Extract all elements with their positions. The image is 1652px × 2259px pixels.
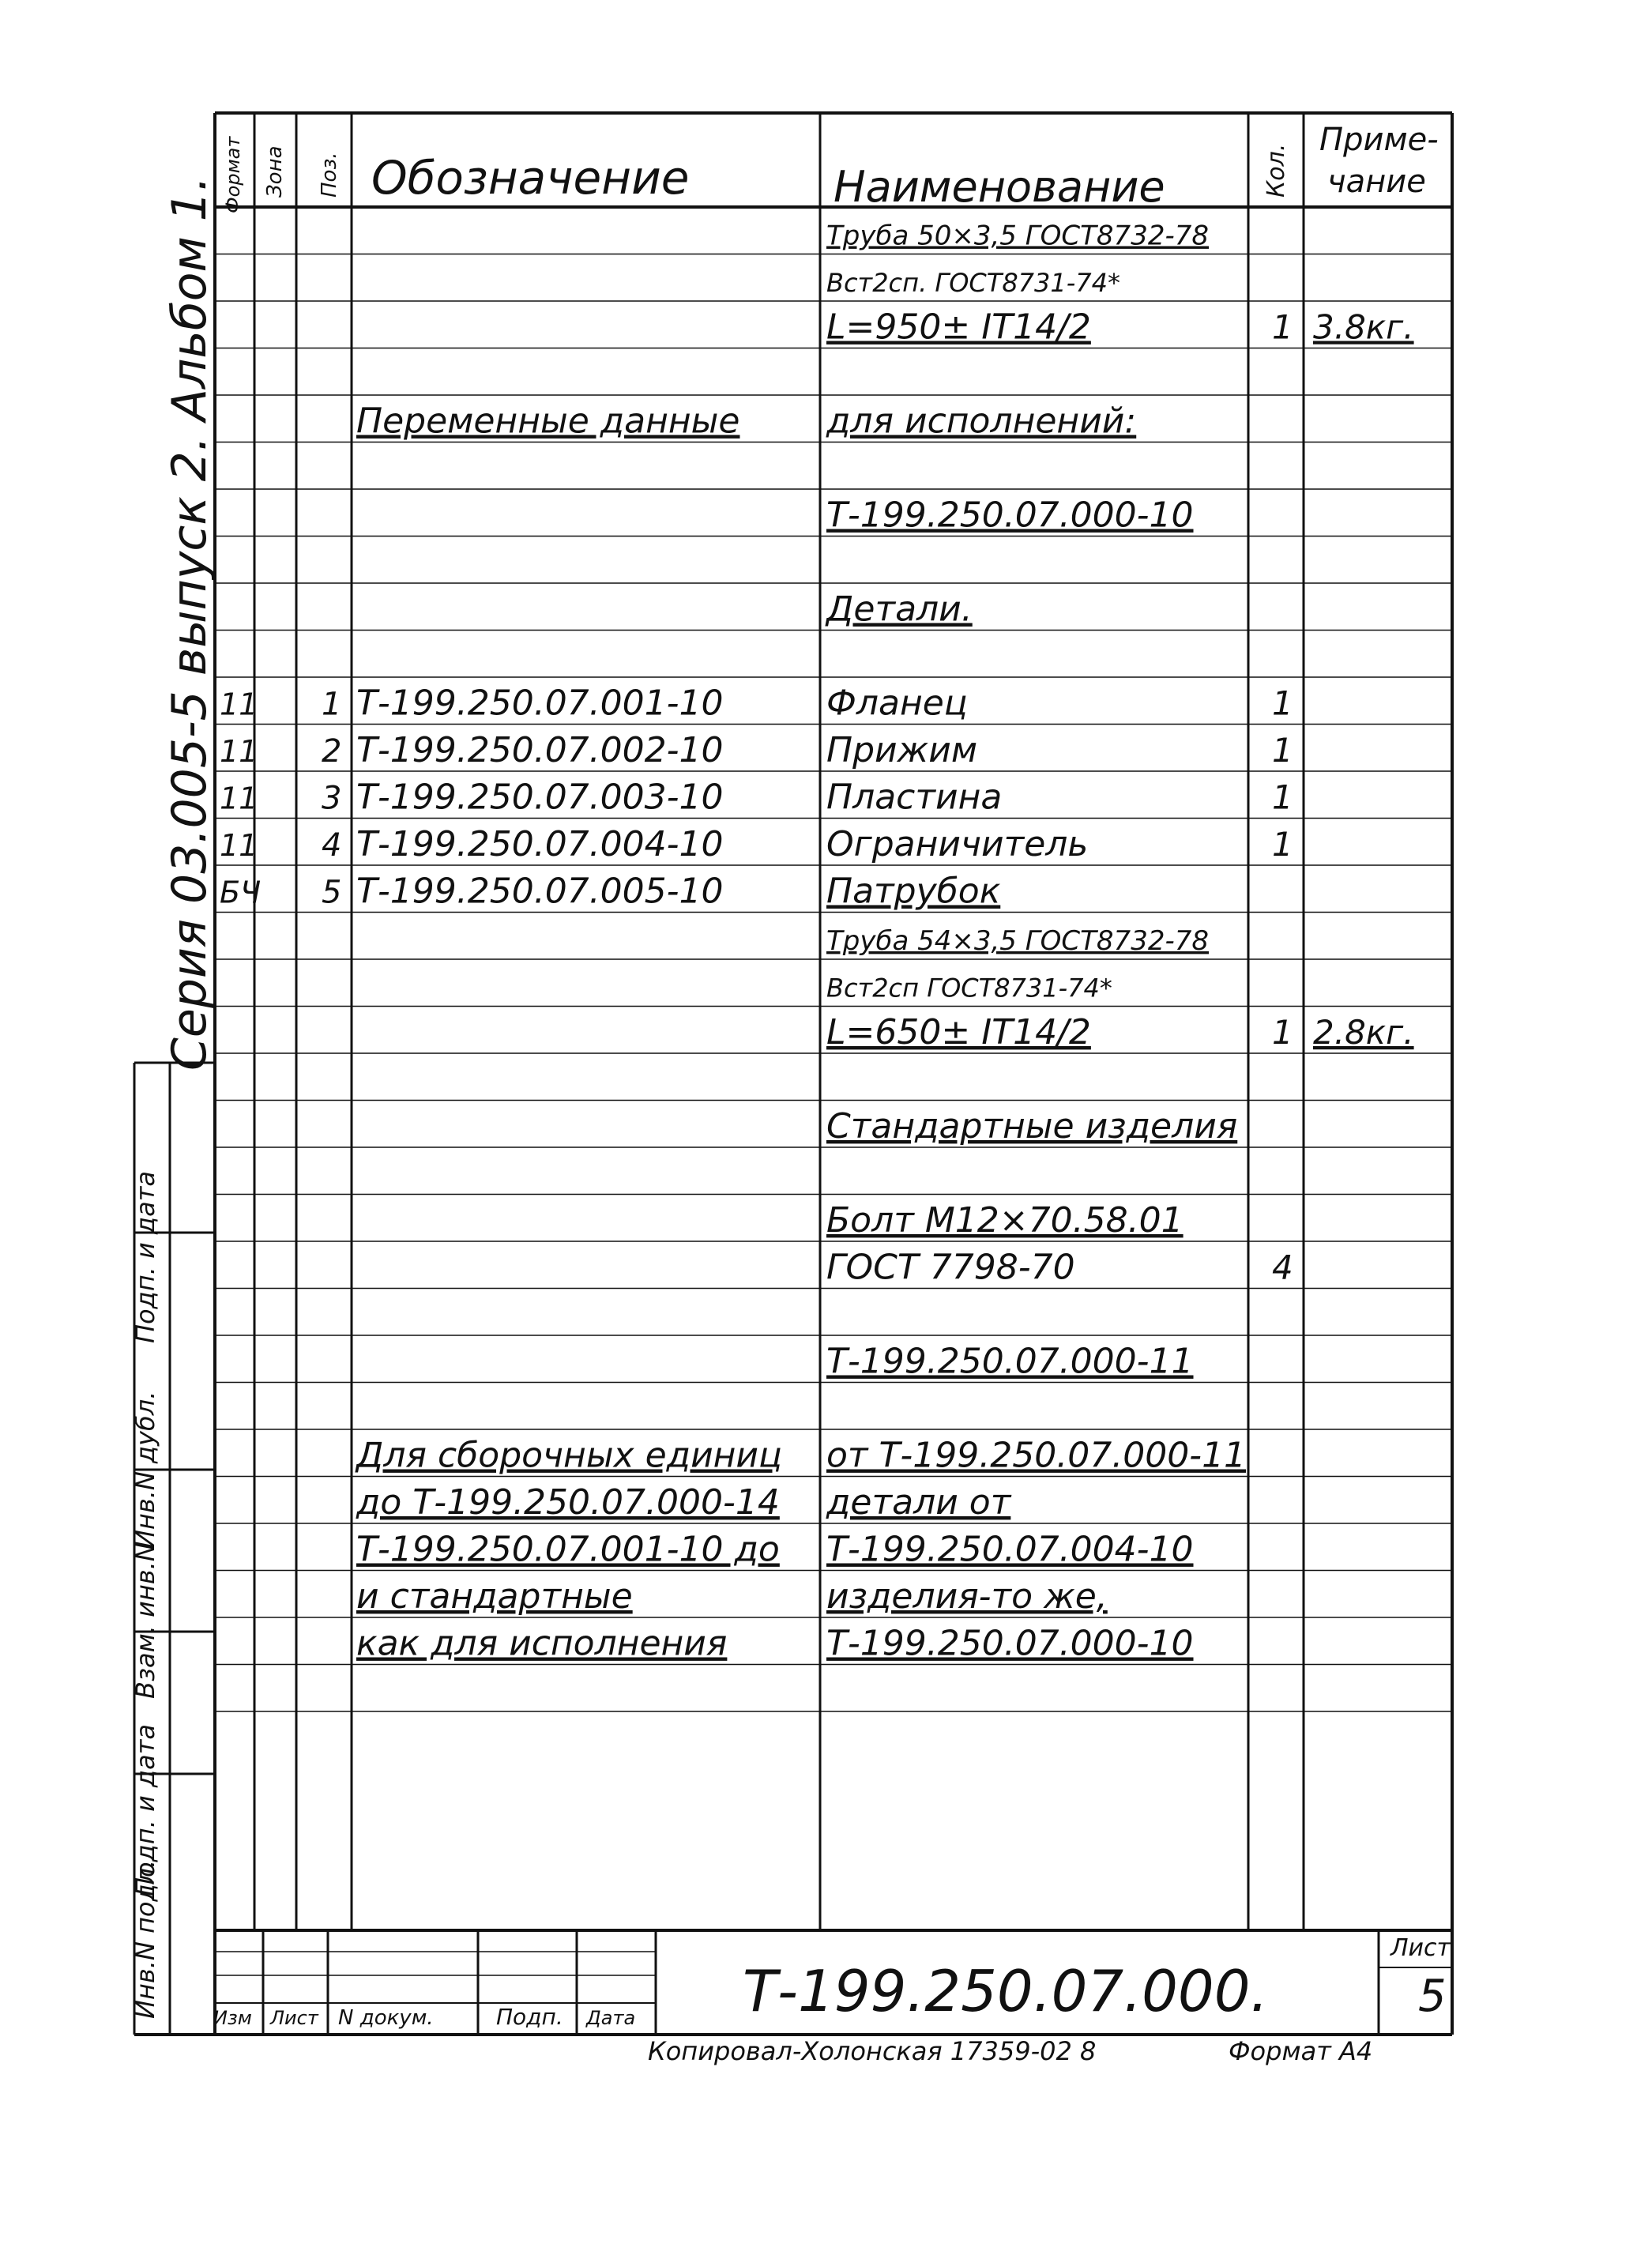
doc-number: Т-199.250.07.000.: [743, 1958, 1269, 2024]
header-name: Наименование: [834, 162, 1165, 212]
row-name: Т-199.250.07.000-11: [826, 1341, 1194, 1382]
row-pos: 3: [322, 780, 342, 817]
row-format: 11: [220, 781, 258, 816]
header-qty: Кол.: [1263, 143, 1290, 198]
row-qty: 1: [1272, 307, 1293, 347]
header-pos: Поз.: [318, 152, 341, 198]
table-header: [222, 122, 1439, 213]
stamp-label: Подп. и дата: [130, 1171, 160, 1343]
row-note: 2.8кг.: [1313, 1013, 1414, 1052]
row-name: Стандартные изделия: [826, 1106, 1238, 1146]
row-designation: как для исполнения: [356, 1623, 728, 1664]
row-pos: 5: [322, 874, 342, 911]
row-designation: Т-199.250.07.001-10: [356, 683, 724, 724]
row-note: 3.8кг.: [1313, 307, 1414, 347]
row-designation: Т-199.250.07.001-10 до: [356, 1529, 780, 1570]
row-designation: Переменные данные: [356, 401, 740, 442]
row-designation: Т-199.250.07.002-10: [356, 730, 724, 770]
row-designation: Т-199.250.07.004-10: [356, 824, 724, 864]
row-name: Детали.: [826, 589, 973, 630]
row-name: Т-199.250.07.000-10: [826, 495, 1194, 536]
footer-format: Формат А4: [1229, 2036, 1373, 2066]
row-format: 11: [220, 687, 258, 722]
row-name: Вст2сп ГОСТ8731-74*: [826, 973, 1112, 1003]
table-grid: [134, 113, 1452, 2035]
side-stamp: [130, 1171, 160, 2019]
stamp-label: Инв.N подл.: [130, 1859, 160, 2019]
row-qty: 1: [1272, 683, 1293, 723]
row-name: для исполнений:: [826, 401, 1137, 442]
row-name: Ограничитель: [826, 824, 1089, 864]
row-name: Труба 54×3,5 ГОСТ8732-78: [826, 925, 1209, 957]
row-name: Патрубок: [826, 871, 1001, 912]
row-name: от Т-199.250.07.000-11: [826, 1435, 1247, 1476]
stamp-label: Инв.N дубл.: [130, 1391, 160, 1549]
row-name: детали от: [826, 1482, 1011, 1523]
stamp-label: Подп. и дата: [130, 1724, 160, 1896]
row-pos: 2: [322, 733, 342, 770]
header-zone: Зона: [263, 145, 287, 198]
row-format: БЧ: [220, 875, 262, 910]
row-designation: Т-199.250.07.003-10: [356, 777, 724, 818]
table-rows: [220, 220, 1414, 1664]
row-designation: Т-199.250.07.005-10: [356, 871, 724, 912]
series-label: Серия 03.005-5 выпуск 2. Альбом 1.: [162, 175, 217, 1071]
header-note-line1: Приме-: [1319, 122, 1439, 158]
row-format: 11: [220, 828, 258, 863]
row-name: Пластина: [826, 777, 1003, 818]
row-designation: до Т-199.250.07.000-14: [356, 1482, 780, 1523]
row-qty: 1: [1272, 731, 1293, 770]
row-qty: 1: [1272, 825, 1293, 864]
row-name: Труба 50×3,5 ГОСТ8732-78: [826, 220, 1209, 252]
row-name: ГОСТ 7798-70: [826, 1247, 1075, 1288]
header-designation: Обозначение: [371, 151, 690, 205]
sheet-label: Лист: [1390, 1934, 1451, 1962]
row-name: Т-199.250.07.004-10: [826, 1529, 1194, 1570]
row-name: Вст2сп. ГОСТ8731-74*: [826, 268, 1121, 298]
row-qty: 4: [1272, 1248, 1293, 1287]
sheet-number: 5: [1418, 1971, 1447, 2022]
row-name: Прижим: [826, 730, 978, 770]
tb-data: Дата: [586, 2007, 636, 2029]
tb-izm: Изм: [213, 2007, 252, 2029]
row-pos: 1: [322, 686, 342, 723]
row-name: L=650± IT14/2: [826, 1012, 1091, 1052]
row-pos: 4: [322, 827, 342, 864]
row-qty: 1: [1272, 1013, 1293, 1052]
row-format: 11: [220, 734, 258, 769]
header-format: Формат: [222, 136, 244, 213]
stamp-label: Взам. инв.N: [130, 1542, 160, 1699]
header-note-line2: чание: [1327, 164, 1426, 200]
row-name: изделия-то же,: [826, 1576, 1108, 1617]
row-designation: Для сборочных единиц: [356, 1435, 782, 1476]
row-name: Фланец: [826, 683, 968, 724]
tb-ndok: N докум.: [338, 2006, 434, 2030]
row-qty: 1: [1272, 777, 1293, 817]
title-block: [213, 1934, 1452, 2030]
row-name: Т-199.250.07.000-10: [826, 1623, 1194, 1664]
row-name: L=950± IT14/2: [826, 307, 1091, 348]
tb-podp: Подп.: [496, 2004, 563, 2030]
row-designation: и стандартные: [356, 1576, 633, 1617]
row-name: Болт М12×70.58.01: [826, 1200, 1183, 1241]
tb-list: Лист: [270, 2007, 318, 2029]
footer-copied: Копировал-Холонская 17359-02 8: [648, 2036, 1097, 2066]
